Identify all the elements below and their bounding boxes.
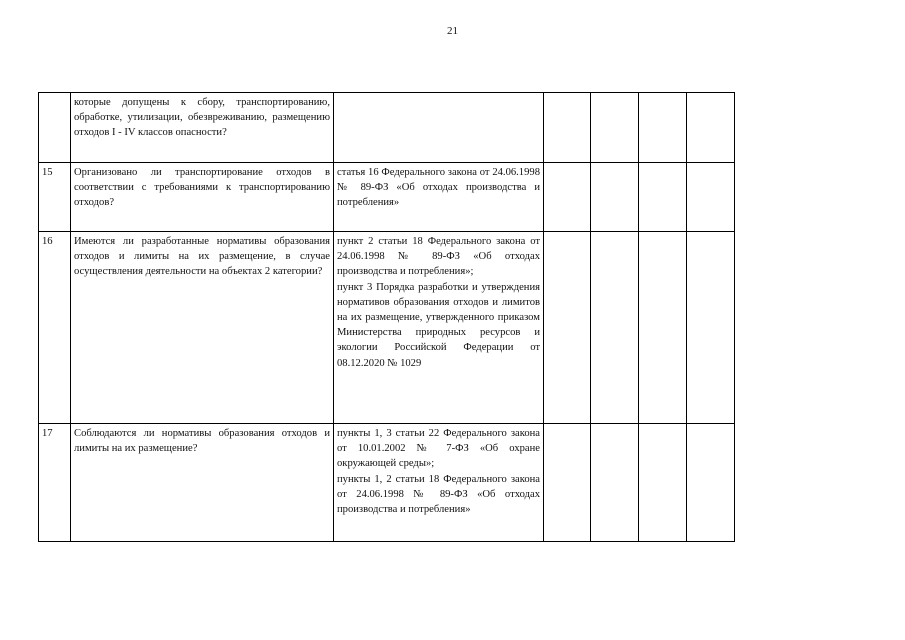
table-row [39,424,735,542]
page-number: 21 [447,25,458,37]
row-number [39,93,71,163]
checklist-table [38,92,735,542]
legal-basis-text: статья 16 Федерального закона от 24.06.1998 № 89-ФЗ «Об отходах производства и потребления» [337,167,540,209]
answer-cell-na[interactable] [639,163,687,232]
question-cell: Имеются ли разработанные нормативы образования отходов и лимиты на их размещение, в случае осуществления деятельности на объектах 2 категории? [71,232,334,424]
answer-cell-yes[interactable] [544,424,591,542]
legal-basis-cell [334,93,544,163]
answer-cell-na[interactable] [639,424,687,542]
answer-cell-no[interactable] [591,424,639,542]
answer-cell-na[interactable] [639,93,687,163]
question-cell: Организовано ли транспортирование отходов в соответствии с требованиями к транспортированию отходов? [71,163,334,232]
answer-cell-yes[interactable] [544,232,591,424]
answer-cell-no[interactable] [591,163,639,232]
answer-cell-no[interactable] [591,93,639,163]
comment-cell[interactable] [687,163,735,232]
answer-cell-yes[interactable] [544,93,591,163]
comment-cell[interactable] [687,424,735,542]
table-row [39,163,735,232]
legal-basis-cell [334,424,544,542]
table-row [39,93,735,163]
legal-basis-text: пункт 3 Порядка разработки и утверждения нормативов образования отходов и лимитов на их размещение, утвержденного приказом Министерства природных ресурсов и экологии Российской Федерации от 08.12.2020 № 1029 [337,281,540,369]
legal-basis-text: пункты 1, 2 статьи 18 Федерального закона от 24.06.1998 № 89-ФЗ «Об отходах производства и потребления» [337,473,540,516]
row-number: 16 [39,232,71,424]
question-cell: Соблюдаются ли нормативы образования отходов и лимиты на их размещение? [71,424,334,542]
row-number: 17 [39,424,71,542]
question-cell: которые допущены к сбору, транспортированию, обработке, утилизации, обезвреживанию, размещению отходов I - IV классов опасности? [71,93,334,163]
answer-cell-no[interactable] [591,232,639,424]
legal-basis-text: пункт 2 статьи 18 Федерального закона от 24.06.1998 № 89-ФЗ «Об отходах производства и потребления»; [337,236,540,278]
comment-cell[interactable] [687,232,735,424]
answer-cell-na[interactable] [639,232,687,424]
answer-cell-yes[interactable] [544,163,591,232]
legal-basis-cell [334,232,544,424]
row-number: 15 [39,163,71,232]
legal-basis-cell [334,163,544,232]
legal-basis-text: пункты 1, 3 статьи 22 Федерального закона от 10.01.2002 № 7-ФЗ «Об охране окружающей среды»; [337,428,540,470]
table-row [39,232,735,424]
comment-cell[interactable] [687,93,735,163]
